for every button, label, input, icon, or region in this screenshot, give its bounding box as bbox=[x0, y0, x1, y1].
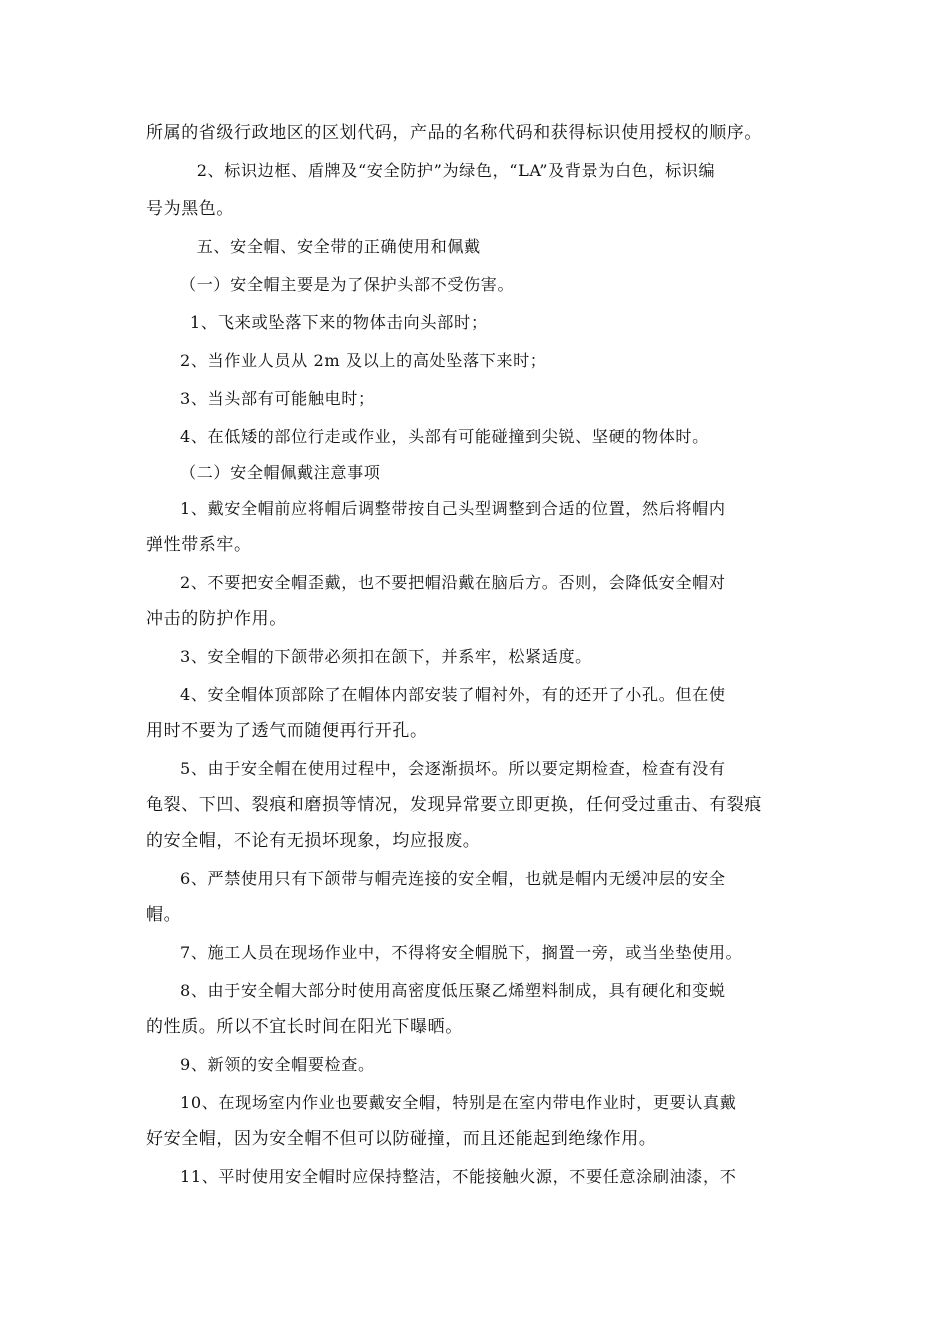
text-line: 11、平时使用安全帽时应保持整洁，不能接触火源，不要任意涂刷油漆，不 bbox=[180, 1167, 737, 1186]
text-line: 3、安全帽的下颌带必须扣在颌下，并系牢，松紧适度。 bbox=[180, 647, 592, 666]
text-line: 3、当头部有可能触电时； bbox=[180, 389, 375, 408]
text-line: 1、戴安全帽前应将帽后调整带按自己头型调整到合适的位置，然后将帽内 bbox=[180, 499, 726, 518]
text-line: 9、新领的安全帽要检查。 bbox=[180, 1055, 375, 1074]
text-line: 4、在低矮的部位行走或作业，头部有可能碰撞到尖锐、坚硬的物体时。 bbox=[180, 427, 709, 446]
text-line: 10、在现场室内作业也要戴安全帽，特别是在室内带电作业时，更要认真戴 bbox=[180, 1093, 737, 1112]
text-line: 8、由于安全帽大部分时使用高密度低压聚乙烯塑料制成，具有硬化和变蜕 bbox=[180, 981, 726, 1000]
text-line: 五、安全帽、安全带的正确使用和佩戴 bbox=[180, 237, 481, 256]
text-line: （二）安全帽佩戴注意事项 bbox=[180, 463, 381, 482]
text-line: 7、施工人员在现场作业中，不得将安全帽脱下，搁置一旁，或当坐垫使用。 bbox=[180, 943, 743, 962]
text-line: 弹性带系牢。 bbox=[146, 535, 252, 555]
text-line: 号为黑色。 bbox=[146, 199, 234, 219]
text-line: （一）安全帽主要是为了保护头部不受伤害。 bbox=[180, 275, 515, 294]
text-line: 龟裂、下凹、裂痕和磨损等情况，发现异常要立即更换，任何受过重击、有裂痕 bbox=[146, 795, 762, 815]
text-line: 2、当作业人员从 2m 及以上的高处坠落下来时； bbox=[180, 351, 547, 370]
text-line: 的性质。所以不宜长时间在阳光下曝晒。 bbox=[146, 1017, 463, 1037]
text-line: 好安全帽，因为安全帽不但可以防碰撞，而且还能起到绝缘作用。 bbox=[146, 1129, 657, 1149]
text-line: 帽。 bbox=[146, 905, 182, 925]
text-line: 2、不要把安全帽歪戴，也不要把帽沿戴在脑后方。否则，会降低安全帽对 bbox=[180, 573, 726, 592]
text-line: 1、飞来或坠落下来的物体击向头部时； bbox=[173, 313, 488, 332]
text-line: 的安全帽，不论有无损坏现象，均应报废。 bbox=[146, 831, 481, 851]
text-line: 所属的省级行政地区的区划代码，产品的名称代码和获得标识使用授权的顺序。 bbox=[146, 123, 762, 143]
text-line: 6、严禁使用只有下颌带与帽壳连接的安全帽，也就是帽内无缓冲层的安全 bbox=[180, 869, 726, 888]
text-line: 用时不要为了透气而随便再行开孔。 bbox=[146, 721, 428, 741]
text-line: 4、安全帽体顶部除了在帽体内部安装了帽衬外，有的还开了小孔。但在使 bbox=[180, 685, 726, 704]
text-line: 5、由于安全帽在使用过程中，会逐渐损坏。所以要定期检查，检查有没有 bbox=[180, 759, 726, 778]
text-line: 2、标识边框、盾牌及“安全防护”为绿色，“LA”及背景为白色，标识编 bbox=[180, 161, 716, 180]
text-line: 冲击的防护作用。 bbox=[146, 609, 287, 629]
